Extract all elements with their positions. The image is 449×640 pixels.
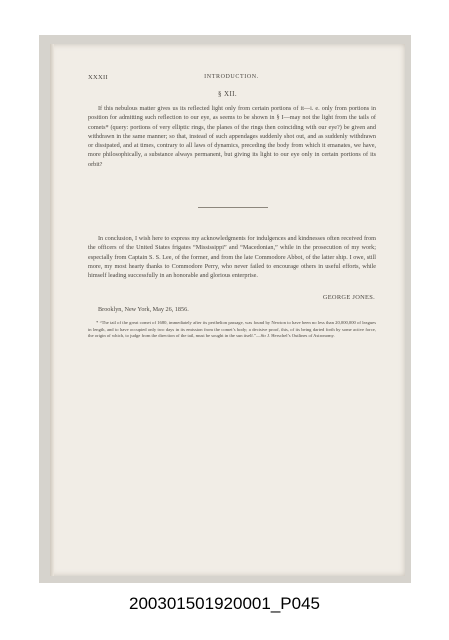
footnote	[88, 320, 376, 340]
book-page	[50, 44, 405, 576]
page-edge	[50, 44, 54, 576]
paragraph-text: If this nebulous matter gives us its reflected light only from certain portions of it—i. e. only from portions in position for admitting such reflection to our eye, as seems to be shown in § I—may not the light from the tails of comets* (query: portions of very elliptic rings, the planes of the rings then coinciding with our eye?) be given and withdrawn in the same manner; so that, instead of such appendages suddenly shot out, and as suddenly withdrawn or dissipated, and at times, contrary to all laws of dynamics, preceding the body from which it emanates, we have, more philosophically, a substance always permanent, but giving its light to our eye only in certain portions of its orbit?	[88, 105, 376, 168]
paragraph-acknowledgments	[88, 234, 376, 280]
running-head	[88, 74, 375, 84]
page-number: XXXII	[88, 74, 108, 81]
dateline: Brooklyn, New York, May 26, 1856.	[98, 306, 189, 313]
section-divider	[198, 207, 268, 208]
author-signature: GEORGE JONES.	[322, 294, 375, 301]
paragraph-text: In conclusion, I wish here to express my acknowledgments for indulgences and kindnesses often received from the officers of the United States frigates “Mississippi” and “Macedonian,” while in the prosecution of my work; especially from Captain S. S. Lee, of the former, and from the late Commodore Abbot, of the latter ship. I owe, still more, my most hearty thanks to Commodore Perry, who never failed to encourage others in useful efforts, while himself leading successfully in an honorable and glorious enterprise.	[88, 235, 376, 280]
running-title: INTRODUCTION.	[204, 74, 259, 80]
image-caption: 200301501920001_P045	[129, 594, 320, 613]
paragraph-nebulous-matter	[88, 104, 376, 169]
section-heading: § XII.	[217, 90, 238, 98]
footnote-text: * “The tail of the great comet of 1680, immediately after its perihelion passage, was found by Newton to have been no less than 20,000,000 of leagues in length, and to have occupied only two days in its emission from the comet’s body; a decisive proof, this, of its being darted forth by some active force, the origin of which, to judge from the direction of the tail, must be sought in the sun itself.”—Sir J. Herschel’s Outlines of Astronomy.	[88, 320, 376, 339]
